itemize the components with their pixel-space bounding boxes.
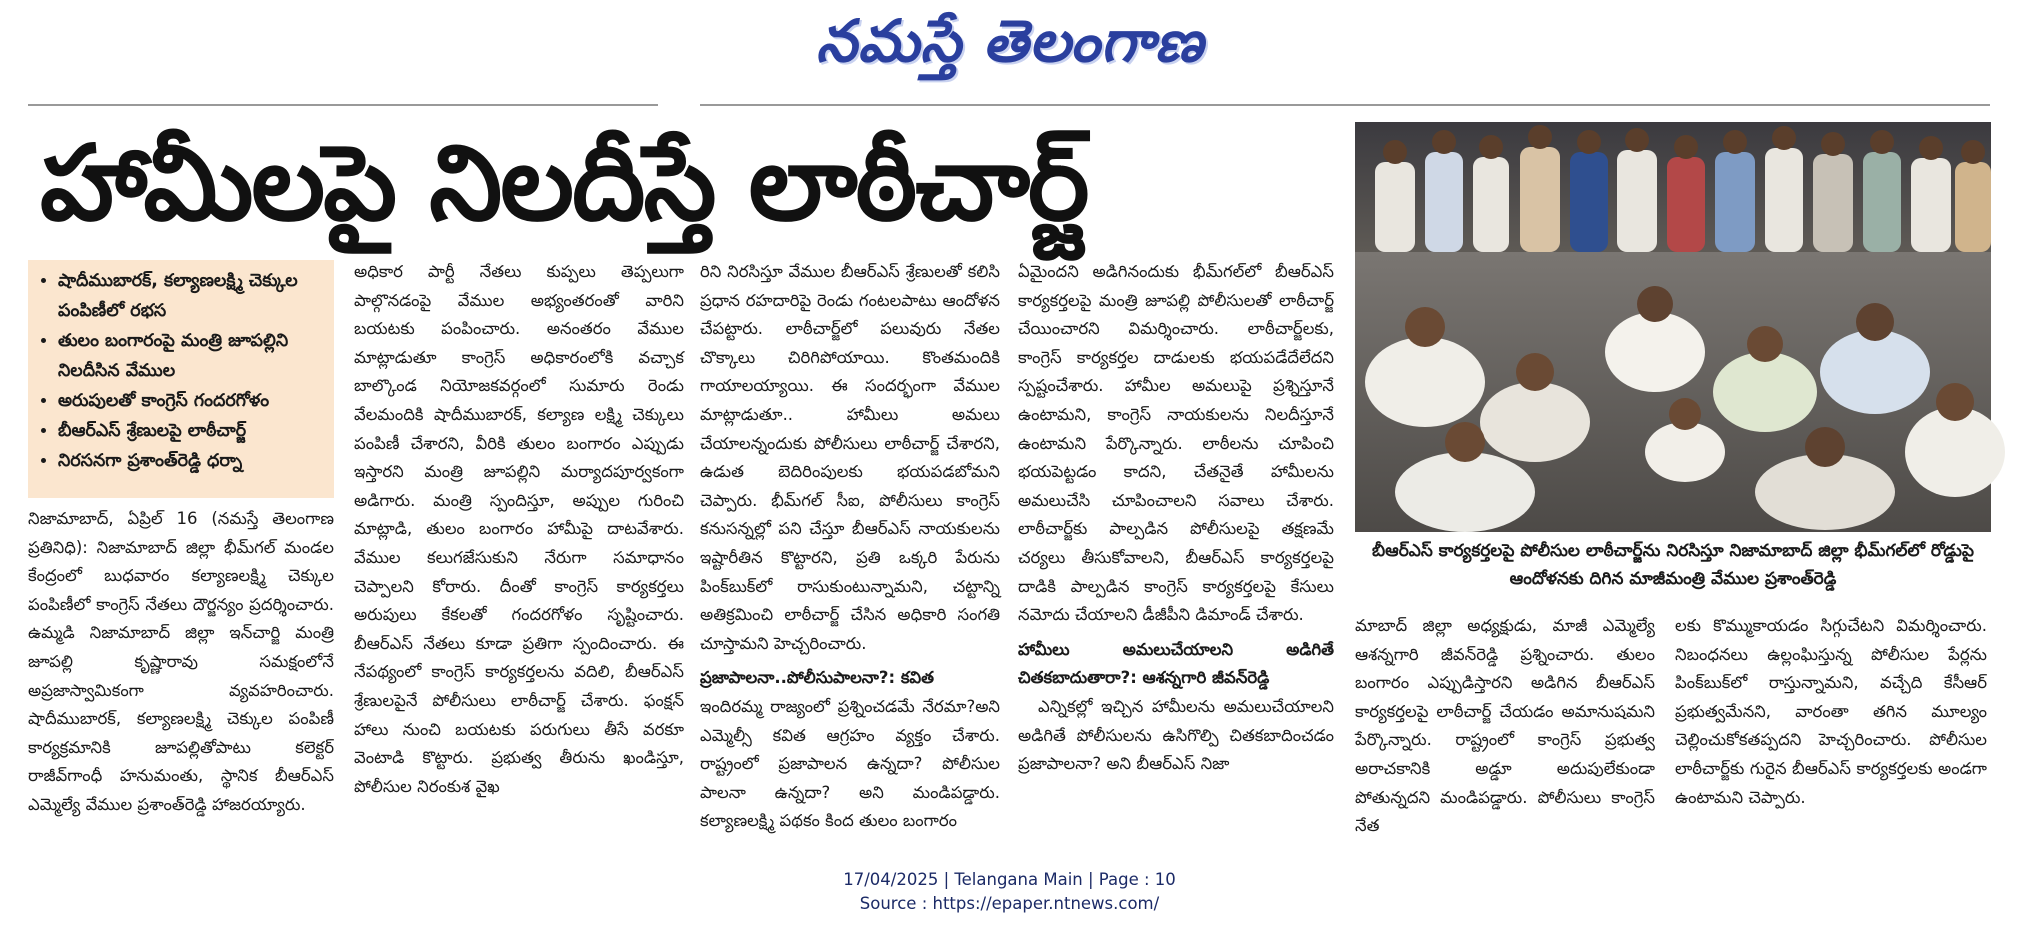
subheading-jeevan-reddy: హామీలు అమలుచేయాలని అడిగితే చితకబాదుతారా?: ఆశన్నగారి జీవన్‌రెడ్డి [1018, 639, 1334, 688]
article-column-1 [28, 505, 334, 815]
article-paragraph: నిజామాబాద్, ఏప్రిల్ 16 (నమస్తే తెలంగాణ ప్రతినిధి): నిజామాబాద్ జిల్లా భీమ్‌గల్ మండల కేంద్రంలో బుధవారం కల్యాణలక్ష్మి చెక్కుల పంపిణీలో కాంగ్రెస్ నేతలు దౌర్జన్యం ప్రదర్శించారు. ఉమ్మడి నిజామాబాద్ జిల్లా ఇన్‌చార్జి మంత్రి జూపల్లి కృష్ణారావు సమక్షంలోనే అప్రజాస్వామికంగా వ్యవహరించారు. షాదీముబారక్, కల్యాణలక్ష్మి చెక్కుల పంపిణీ కార్యక్రమానికి జూపల్లితోపాటు కలెక్టర్ రాజీవ్‌గాంధీ హనుమంతు, స్థానిక బీఆర్ఎస్ ఎమ్మెల్యే వేముల ప్రశాంత్‌రెడ్డి హాజరయ్యారు. [28, 509, 334, 814]
article-column-5 [1355, 612, 1655, 836]
article-column-3 [700, 258, 1000, 831]
article-paragraph: మాబాద్ జిల్లా అధ్యక్షుడు, మాజీ ఎమ్మెల్యే ఆశన్నగారి జీవన్‌రెడ్డి ప్రశ్నించారు. తులం బంగారం ఎప్పుడిస్తారని అడిగిన బీఆర్ఎస్ కార్యకర్తలపై లాఠీచార్జ్ చేయడం అమానుషమని పేర్కొన్నారు. రాష్ట్రంలో కాంగ్రెస్ ప్రభుత్వ అరాచకానికి అడ్డూ అదుపులేకుండా పోతున్నదని మండిపడ్డారు. పోలీసులు కాంగ్రెస్ నేత [1355, 616, 1655, 836]
protest-photo [1355, 122, 1991, 532]
highlights-box [28, 260, 334, 498]
highlight-item: • అరుపులతో కాంగ్రెస్ గందరగోళం [58, 386, 328, 416]
article-paragraph: ఎన్నికల్లో ఇచ్చిన హామీలను అమలుచేయాలని అడిగితే పోలీసులను ఉసిగొల్పి చితకబాదించడం ప్రజాపాలనా? అని బీఆర్ఎస్ నిజా [1018, 696, 1334, 774]
highlight-item: • నిరసనగా ప్రశాంత్‌రెడ్డి ధర్నా [58, 446, 328, 476]
top-rule-right [700, 104, 1990, 106]
highlight-item: • బీఆర్ఎస్ శ్రేణులపై లాఠీచార్జ్ [58, 416, 328, 446]
article-column-2 [354, 258, 684, 815]
article-column-6 [1675, 612, 1987, 815]
masthead-logo: నమస్తే తెలంగాణ [816, 7, 1204, 75]
highlight-item: • తులం బంగారంపై మంత్రి జూపల్లిని నిలదీసిన వేముల [58, 326, 328, 386]
highlights-list [42, 266, 328, 476]
article-paragraph: అధికార పార్టీ నేతలు కుప్పలు తెప్పలుగా పాల్గొనడంపై వేముల అభ్యంతరంతో వారిని బయటకు పంపించారు. అనంతరం వేముల మాట్లాడుతూ కాంగ్రెస్ అధికారంలోకి వచ్చాక బాల్కొండ నియోజకవర్గంలో సుమారు రెండు వేలమందికి షాదీముబారక్, కల్యాణ లక్ష్మి చెక్కులు పంపిణీ చేశారని, వీరికి తులం బంగారం ఎప్పుడు ఇస్తారని మంత్రి జూపల్లిని మర్యాదపూర్వకంగా అడిగారు. మంత్రి స్పందిస్తూ, అప్పుల గురించి మాట్లాడి, తులం బంగారం హామీపై దాటవేశారు. వేముల కలుగజేసుకుని నేరుగా సమాధానం చెప్పాలని కోరారు. దీంతో కాంగ్రెస్ కార్యకర్తలు అరుపులు కేకలతో గందరగోళం సృష్టించారు. బీఆర్ఎస్ నేతలు కూడా ప్రతిగా స్పందించారు. ఈ నేపథ్యంలో కాంగ్రెస్ కార్యకర్తలను వదిలి, బీఆర్ఎస్ శ్రేణులపైనే పోలీసులు లాఠీచార్జ్ చేశారు. ఫంక్షన్ హాలు నుంచి బయటకు పరుగులు తీసే వరకూ వెంటాడి కొట్టారు. ప్రభుత్వ తీరును ఖండిస్తూ, పోలీసుల నిరంకుశ వైఖ [354, 262, 684, 796]
page-footer [0, 868, 2019, 918]
article-paragraph: ఏమైందని అడిగినందుకు భీమ్‌గల్‌లో బీఆర్ఎస్ కార్యకర్తలపై మంత్రి జూపల్లి పోలీసులతో లాఠీచార్జ్ చేయించారని విమర్శించారు. లాఠీచార్జ్‌లకు, కాంగ్రెస్ కార్యకర్తల దాడులకు భయపడేదేలేదని స్పష్టంచేశారు. హామీల అమలుపై ప్రశ్నిస్తూనే ఉంటామని, కాంగ్రెస్ నాయకులను నిలదీస్తూనే ఉంటామని పేర్కొన్నారు. లాఠీలను చూపించి భయపెట్టడం కాదని, చేతనైతే హామీలను అమలుచేసి చూపించాలని సవాలు చేశారు. లాఠీచార్జ్‌కు పాల్పడిన పోలీసులపై తక్షణమే చర్యలు తీసుకోవాలని, బీఆర్ఎస్ కార్యకర్తలపై దాడికి పాల్పడిన కాంగ్రెస్ కార్యకర్తలపై కేసులు నమోదు చేయాలని డీజీపీని డిమాండ్ చేశారు. [1018, 262, 1334, 625]
article-paragraph: రిని నిరసిస్తూ వేముల బీఆర్ఎస్ శ్రేణులతో కలిసి ప్రధాన రహదారిపై రెండు గంటలపాటు ఆందోళన చేపట్టారు. లాఠీచార్జ్‌లో పలువురు నేతల చొక్కాలు చిరిగిపోయాయి. కొంతమందికి గాయాలయ్యాయి. ఈ సందర్భంగా వేముల మాట్లాడుతూ.. హామీలు అమలు చేయాలన్నందుకు పోలీసులు లాఠీచార్జ్ చేశారని, ఉడుత బెదిరింపులకు భయపడబోమని చెప్పారు. భీమ్‌గల్ సీఐ, పోలీసులు కాంగ్రెస్ కనుసన్నల్లో పని చేస్తూ బీఆర్ఎస్ నాయకులను ఇష్టారీతిన కొట్టారని, ప్రతి ఒక్కరి పేరును పింక్‌బుక్‌లో రాసుకుంటున్నామని, చట్టాన్ని అతిక్రమించి లాఠీచార్జ్ చేసిన అధికారి సంగతి చూస్తామని హెచ్చరించారు. [700, 262, 1000, 653]
article-paragraph: ఇందిరమ్మ రాజ్యంలో ప్రశ్నించడమే నేరమా?అని ఎమ్మెల్సీ కవిత ఆగ్రహం వ్యక్తం చేశారు. రాష్ట్రంలో ప్రజాపాలన ఉన్నదా? పోలీసుల పాలనా ఉన్నదా? అని మండిపడ్డారు. కల్యాణలక్ష్మి పథకం కింద తులం బంగారం [700, 696, 1000, 831]
footer-date-page: 17/04/2025 | Telangana Main | Page : 10 [843, 870, 1176, 889]
headline: హామీలపై నిలదీస్తే లాఠీచార్జ్‌ [40, 122, 1088, 244]
photo-caption: బీఆర్ఎస్ కార్యకర్తలపై పోలీసుల లాఠీచార్జ్‌ను నిరసిస్తూ నిజామాబాద్ జిల్లా భీమ్‌గల్‌లో రోడ్డుపై ఆందోళనకు దిగిన మాజీమంత్రి వేముల ప్రశాంత్‌రెడ్డి [1372, 541, 1974, 589]
top-rule-left [28, 104, 658, 106]
highlight-item: • షాదీముబారక్, కల్యాణలక్ష్మి చెక్కుల పంపిణీలో రభస [58, 266, 328, 326]
footer-source-link[interactable]: Source : https://epaper.ntnews.com/ [859, 894, 1160, 913]
article-column-4 [1018, 258, 1334, 815]
article-paragraph: లకు కొమ్ముకాయడం సిగ్గుచేటని విమర్శించారు. నిబంధనలు ఉల్లంఘిస్తున్న పోలీసుల పేర్లను పింక్‌బుక్‌లో రాస్తున్నామని, వచ్చేది కేసీఆర్ ప్రభుత్వమేనని, వారంతా తగిన మూల్యం చెల్లించుకోకతప్పదని హెచ్చరించారు. పోలీసుల లాఠీచార్జ్‌కు గురైన బీఆర్ఎస్ కార్యకర్తలకు అండగా ఉంటామని చెప్పారు. [1675, 616, 1987, 807]
subheading-kavitha: ప్రజాపాలనా..పోలీసుపాలనా?: కవిత [700, 668, 935, 688]
